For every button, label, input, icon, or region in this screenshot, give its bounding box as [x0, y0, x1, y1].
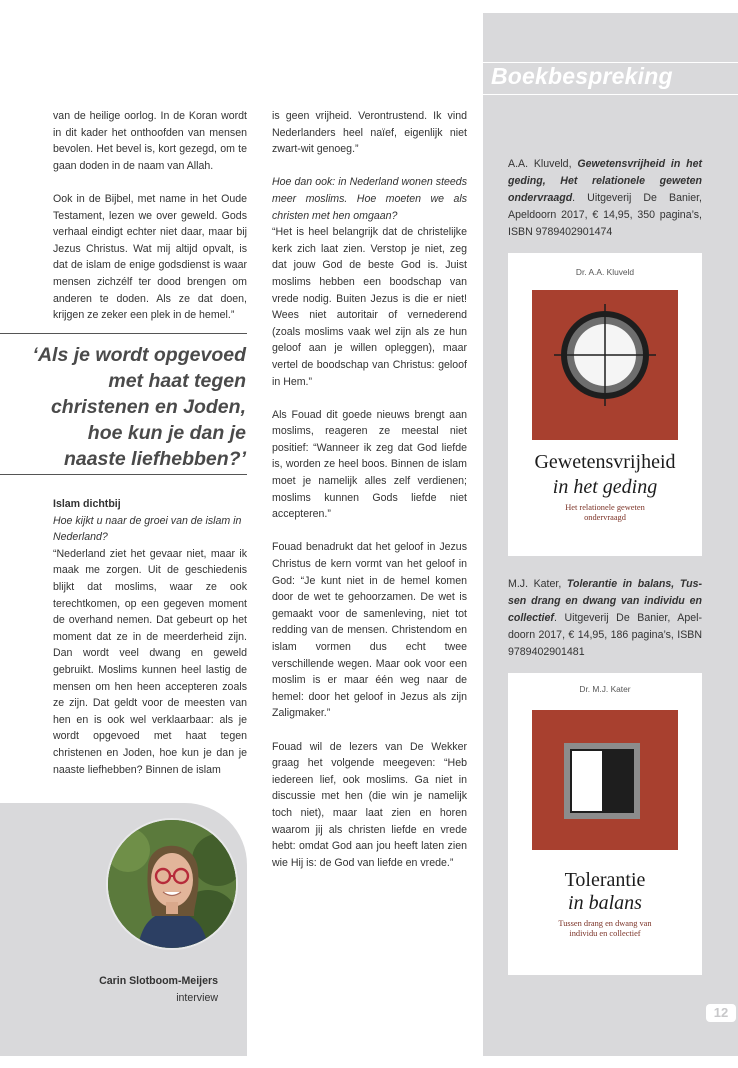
- book-cover-1: [508, 253, 702, 556]
- pullquote-line: ‘Als je wordt opgevoed: [32, 344, 246, 366]
- book-cover-2: [508, 673, 702, 975]
- cover-title-line2: in het geding: [552, 476, 658, 498]
- pullquote-rule-bottom: [0, 474, 247, 475]
- article-column-1-continued: [53, 496, 247, 795]
- cover-subtitle-line2: ondervraagd: [584, 513, 626, 522]
- author-credit: [40, 973, 218, 1007]
- cover-author: Dr. A.A. Kluveld: [575, 267, 635, 277]
- cover-author: Dr. M.J. Kater: [579, 684, 631, 694]
- cover-subtitle-line2: individu en collectief: [569, 929, 641, 938]
- paragraph: Ook in de Bijbel, met name in het Oude Testament, lezen we over geweld. Gods verhaal eindigt echter niet daar, maar bij Jezus Christus. Wat mij altijd opvalt, is dat de islam de enige godsdienst is waar mensen zichzélf ter dood brengen om anderen te doden. Als ze dat doen, krijgen ze zeker een plek in de hemel.”: [53, 192, 247, 322]
- cover-subtitle: Het relationele geweten: [565, 503, 645, 512]
- paragraph: “Nederland ziet het gevaar niet, maar ik maak me zorgen. Uit de geschiedenis blijkt dat moslims, waar ze ook terechtkomen, op een gegeven moment de overhand nemen. Dat gebeurt op het moment dat ze in de meerderheid zijn. Dan wordt veel dwang en geweld gebruikt. Moslims kunnen heel lastig de mensen om hen heen accepteren zoals ze zijn. Dat geldt voor de meesten van hen en is ook wel verklaarbaar: als je wordt opgevoed met haat tegen christenen en Joden, hoe kun je dan je naaste liefhebben? Binnen de islam: [53, 547, 247, 776]
- book-author: A.A. Kluveld,: [508, 158, 578, 170]
- cover-title: Gewetensvrijheid: [534, 451, 676, 473]
- portrait-image: [108, 820, 236, 948]
- section-title: Boekbespreking: [491, 63, 673, 89]
- section-header: [483, 62, 738, 95]
- cover-title: Tolerantie: [564, 869, 646, 891]
- pullquote-rule-top: [0, 333, 247, 334]
- author-role: interview: [176, 992, 218, 1004]
- article-column-2: [272, 108, 467, 888]
- article-column-1: [53, 108, 247, 340]
- interview-question: Hoe dan ook: in Nederland wonen steeds meer moslims. Hoe moeten we als christen met hen omgaan?: [272, 176, 467, 222]
- paragraph: van de heilige oorlog. In de Koran wordt in dit kader het onthoofden van mensen bevolen. Het bevel is, kort gezegd, om te gaan doden in de naam van Allah.: [53, 110, 247, 172]
- cover-title-line2: in balans: [568, 892, 642, 914]
- cover-art-target: [532, 290, 678, 440]
- pullquote: [10, 342, 246, 472]
- paragraph: “Het is heel belangrijk dat de christelijke kerk zich laat zien. Verstop je niet, zeg dat jouw God de beste God is. Juist moslims hebben een boodschap van vrede nodig. Buiten Jezus is die er niet! Wees niet autoritair of vernederend (zoals moslims vaak wel zijn als ze hun geloof aan je willen opleggen), maar vertel de boodschap van Christus: geloof in Hem.”: [272, 226, 467, 388]
- paragraph: Fouad benadrukt dat het geloof in Jezus Christus de kern vormt van het geloof in God: “Je kunt niet in de hemel komen door de wet te gehoorzamen. De wet is gemaakt voor de samenleving, niet tot redding van de mensen. Christendom en islam vormen dus echt twee verschillende wegen. Maar ook voor een moslim is er maar één weg naar de hemel: door het geloof in Jezus als zijn Zaligmaker.”: [272, 541, 467, 720]
- pullquote-line: naaste liefhebben?’: [63, 448, 246, 470]
- paragraph: Fouad wil de lezers van De Wekker graag het volgende meegeven: “Heb iedereen lief, ook moslims. Ga niet in discussie met hen (die win je namelijk toch niet), maar laat zien en horen waarom jij als christen liefde en vrede hebt: omdat God aan jou heeft laten zien wie Hij is: de God van liefde en vrede.”: [272, 740, 467, 869]
- pullquote-line: hoe kun je dan je: [87, 422, 246, 444]
- author-name: Carin Slotboom-Meijers: [99, 975, 218, 987]
- subheading: Islam dichtbij: [53, 498, 121, 510]
- avatar: [106, 818, 238, 950]
- book-author: M.J. Kater,: [508, 578, 567, 590]
- book-review-2: [508, 576, 702, 661]
- book-review-1: [508, 156, 702, 241]
- pullquote-line: met haat tegen: [108, 370, 246, 392]
- cover-subtitle: Tussen drang en dwang van: [558, 919, 652, 928]
- pullquote-line: christenen en Joden,: [50, 396, 246, 418]
- interview-question: Hoe kijkt u naar de groei van de islam in Nederland?: [53, 514, 242, 544]
- book-title: Gewetensvrijheid in het geding, Het relationele geweten ondervraagd: [508, 158, 703, 204]
- book-details: . Uitgeverij De Banier, Apeldoorn 2017, € 14,95, 186 pagina’s, ISBN 9789402901481: [508, 612, 702, 658]
- paragraph: is geen vrijheid. Verontrustend. Ik vind Nederlanders heel naïef, eigenlijk niet zwart-wit genoeg.”: [272, 110, 467, 156]
- cover-art-squares: [532, 710, 678, 850]
- paragraph: Als Fouad dit goede nieuws brengt aan moslims, reageren ze meestal niet positief: “Wanneer ik zeg dat God liefde is, worden ze heel boos. Binnen de islam moet je namelijk alles zelf verdienen; moslims kunnen Gods liefde niet accepteren.”: [272, 408, 467, 521]
- book-title: Tolerantie in balans, Tussen drang en dwang van individu en collectief: [508, 578, 703, 624]
- book-details: . Uitgeverij De Banier, Apeldoorn 2017, € 14,95, 350 pagina’s, ISBN 9789402901474: [508, 192, 702, 238]
- page-number: 12: [706, 1004, 736, 1022]
